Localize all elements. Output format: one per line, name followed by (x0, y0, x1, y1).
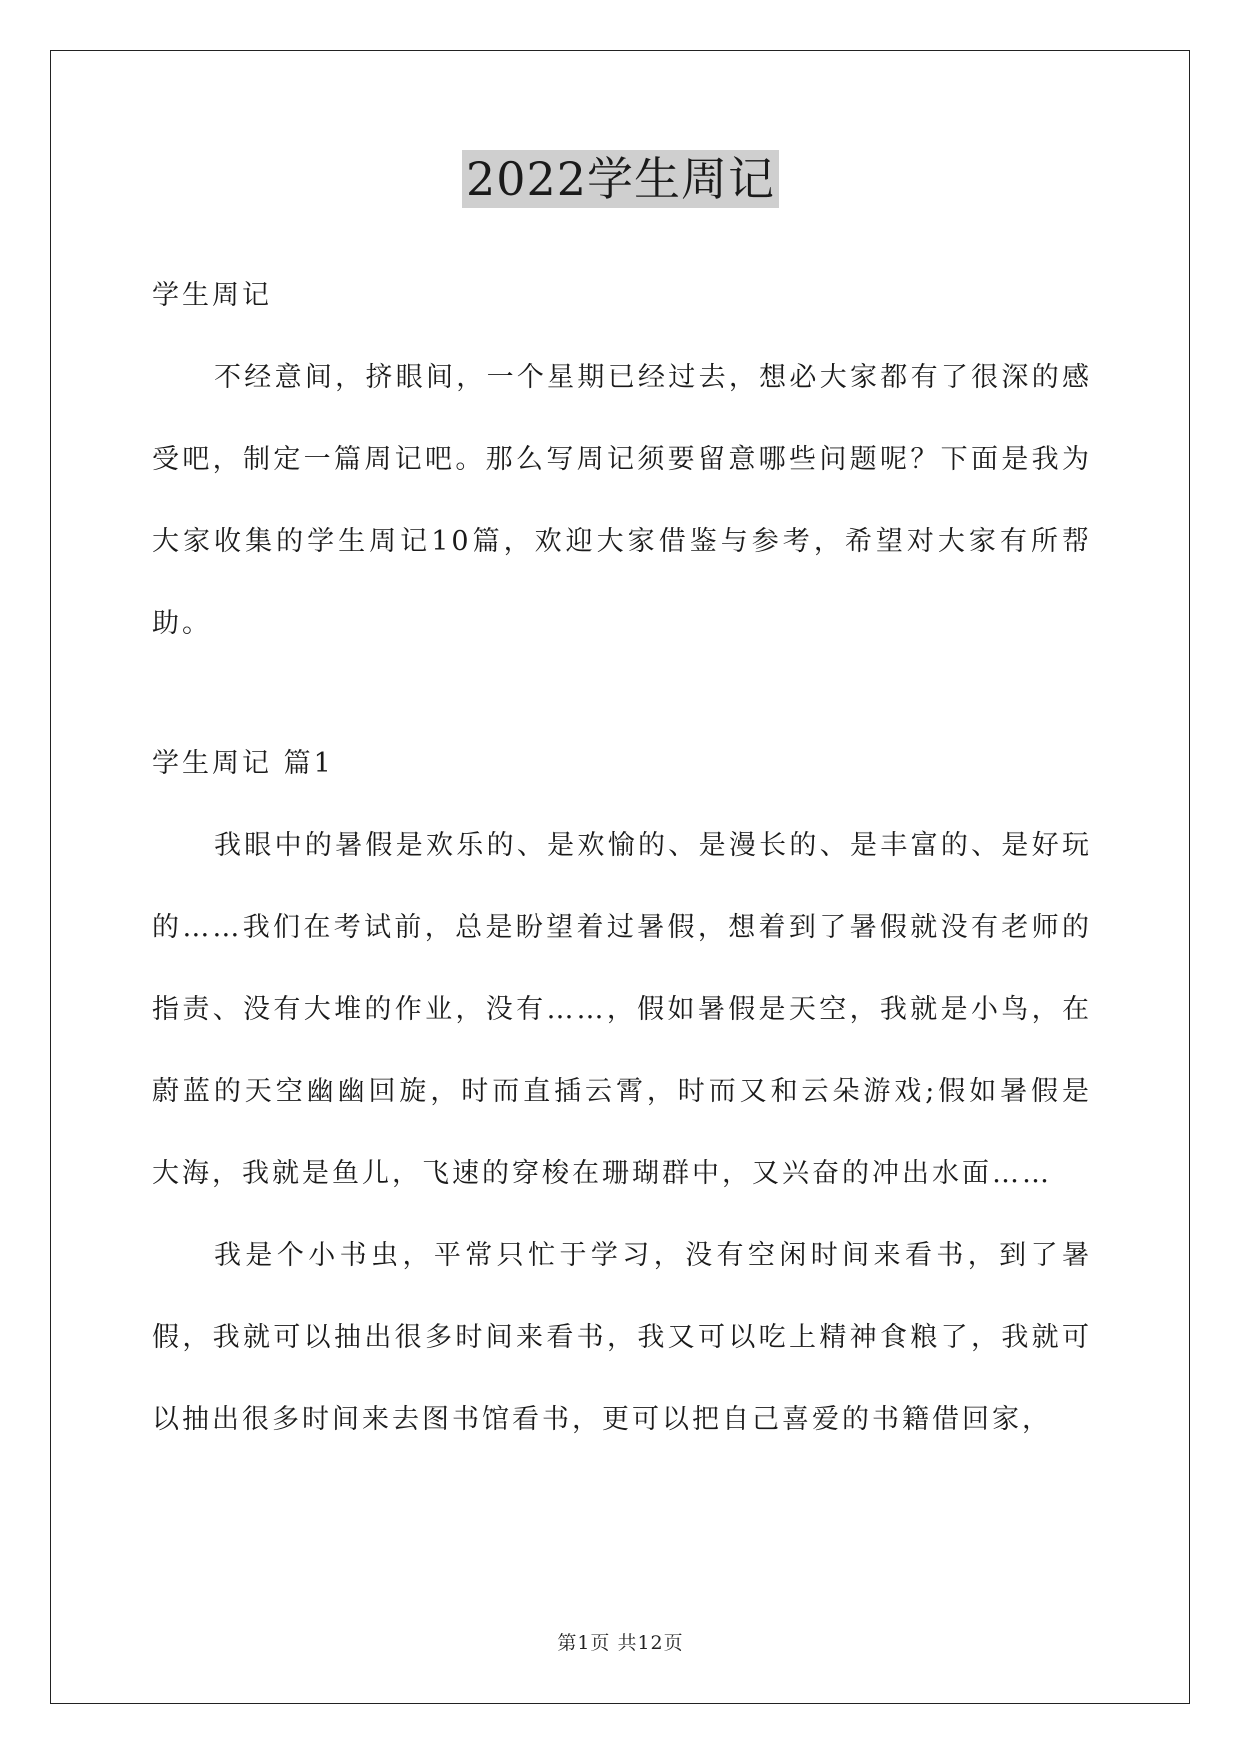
document-title: 2022学生周记 (462, 150, 779, 208)
intro-paragraph: 不经意间，挤眼间，一个星期已经过去，想必大家都有了很深的感受吧，制定一篇周记吧。那么写周记须要留意哪些问题呢？下面是我为大家收集的学生周记10篇，欢迎大家借鉴与参考，希望对大家有所帮助。 (152, 362, 1092, 639)
section-heading: 学生周记 篇1 (152, 748, 334, 779)
body-paragraph-1: 我眼中的暑假是欢乐的、是欢愉的、是漫长的、是丰富的、是好玩的……我们在考试前，总是盼望着过暑假，想着到了暑假就没有老师的指责、没有大堆的作业，没有……，假如暑假是天空，我就是小鸟，在蔚蓝的天空幽幽回旋，时而直插云霄，时而又和云朵游戏;假如暑假是大海，我就是鱼儿，飞速的穿梭在珊瑚群中，又兴奋的冲出水面…… (152, 830, 1092, 1189)
body-paragraph-2: 我是个小书虫，平常只忙于学习，没有空闲时间来看书，到了暑假，我就可以抽出很多时间来看书，我又可以吃上精神食粮了，我就可以抽出很多时间来去图书馆看书，更可以把自己喜爱的书籍借回家， (152, 1240, 1092, 1435)
title-container (0, 150, 1241, 208)
intro-heading: 学生周记 (152, 280, 272, 311)
page-footer: 第1页 共12页 (557, 1632, 684, 1654)
document-body (152, 255, 1092, 1461)
section-spacer (152, 665, 1092, 723)
